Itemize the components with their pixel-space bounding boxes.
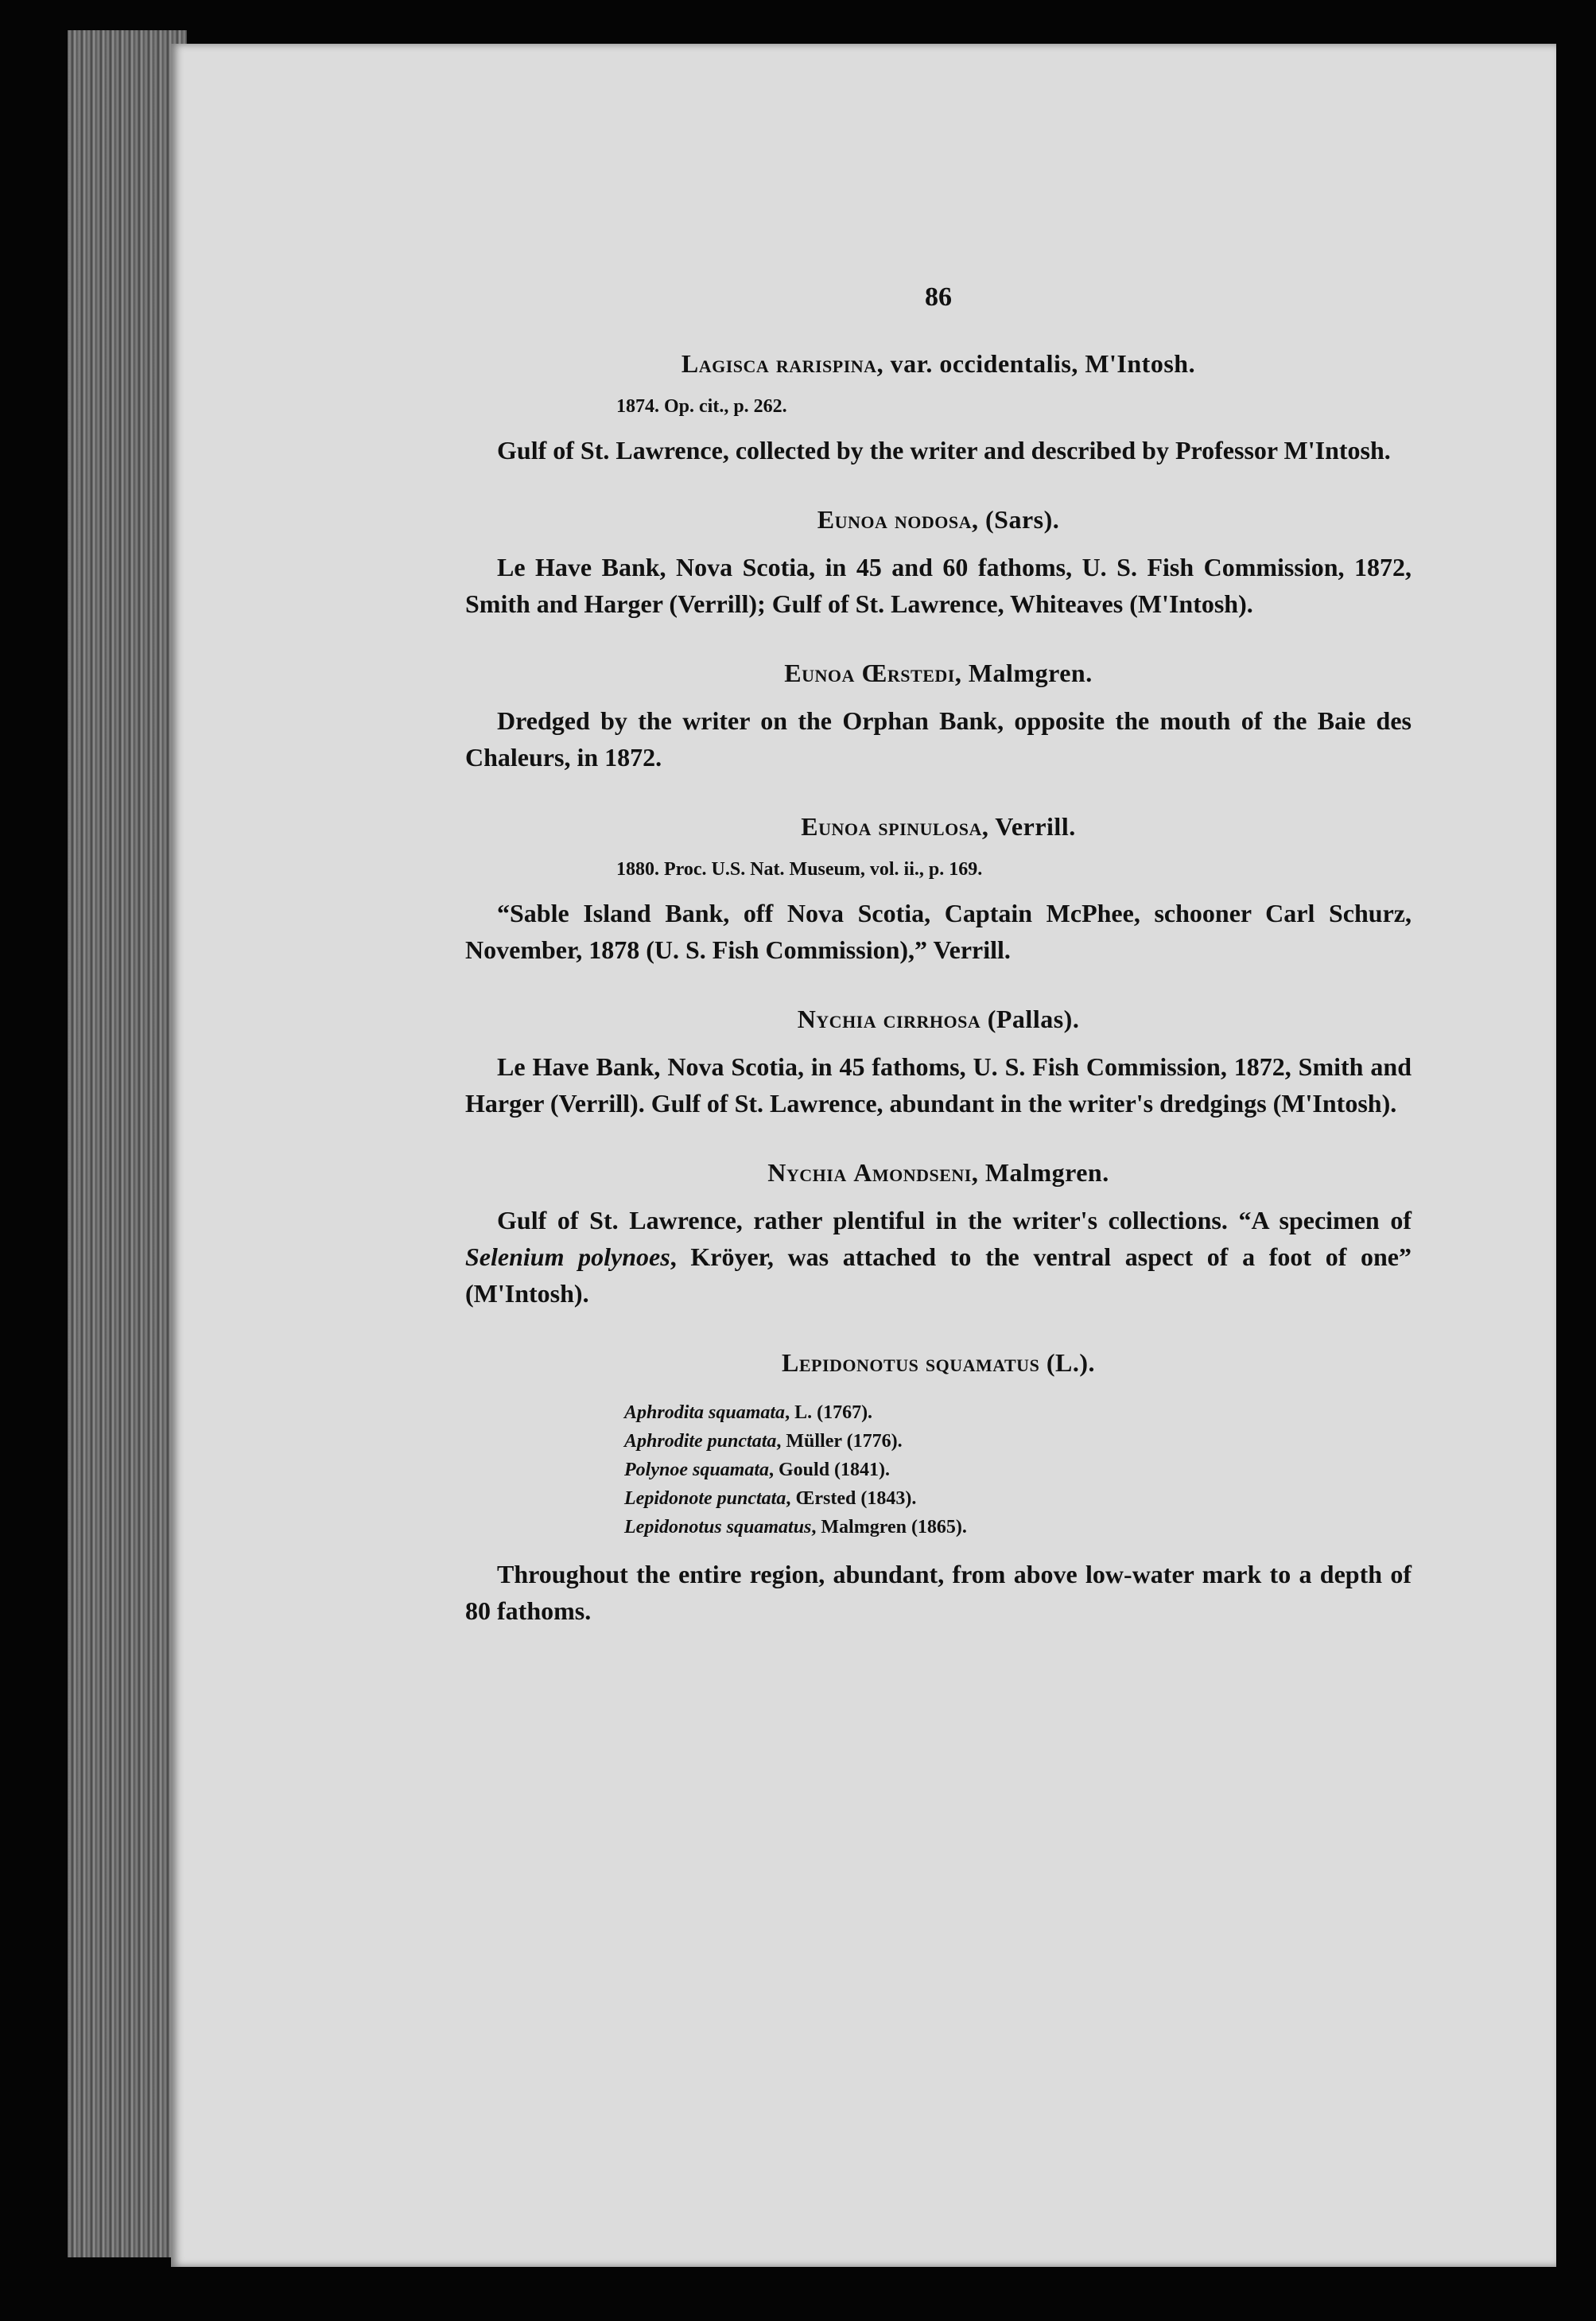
species-authority: (L.).	[1039, 1348, 1095, 1377]
species-name: nodosa	[894, 505, 972, 534]
synonym-author: , Œrsted (1843).	[786, 1488, 917, 1509]
species-authority: , var. occidentalis, M'Intosh.	[876, 349, 1196, 378]
species-name: squamatus	[925, 1348, 1040, 1377]
species-reference: Selenium polynoes	[465, 1242, 670, 1271]
synonym-list	[624, 1398, 1412, 1542]
species-heading	[465, 812, 1412, 842]
synonym-item	[624, 1456, 1412, 1484]
genus-name: Eunoa	[817, 505, 888, 534]
species-heading	[465, 349, 1412, 379]
species-heading	[465, 1158, 1412, 1188]
species-name: cirrhosa	[883, 1005, 981, 1033]
entry-text	[465, 1202, 1412, 1312]
genus-name: Lepidonotus	[782, 1348, 919, 1377]
synonym-name: Aphrodita squamata	[624, 1402, 786, 1423]
synonym-item	[624, 1398, 1412, 1427]
citation: 1874. Op. cit., p. 262.	[616, 396, 787, 417]
page-edges	[68, 30, 187, 2257]
species-authority: (Pallas).	[981, 1005, 1080, 1033]
synonym-name: Lepidonote punctata	[624, 1488, 786, 1509]
synonym-item	[624, 1427, 1412, 1456]
synonym-author: , Müller (1776).	[776, 1431, 903, 1452]
entry-text: Throughout the entire region, abundant, from above low-water mark to a depth of 80 fathoms.	[465, 1560, 1412, 1625]
page-content	[465, 282, 1412, 1629]
entry-text: Le Have Bank, Nova Scotia, in 45 fathoms, U. S. Fish Commission, 1872, Smith and Harger (Verrill). Gulf of St. Lawrence, abundant in the writer's dredgings (M'Intosh).	[465, 1052, 1412, 1118]
species-name: Amondseni	[853, 1158, 972, 1187]
genus-name: Nychia	[767, 1158, 847, 1187]
species-heading	[465, 1348, 1412, 1378]
entry	[465, 349, 1412, 468]
entry	[465, 1348, 1412, 1629]
entry-text: Dredged by the writer on the Orphan Bank, opposite the mouth of the Baie des Chaleurs, in 1872.	[465, 706, 1412, 772]
synonym-name: Lepidonotus squamatus	[624, 1517, 812, 1538]
species-authority: , Malmgren.	[971, 1158, 1109, 1187]
species-name: Œrstedi	[861, 659, 955, 687]
genus-name: Lagisca	[681, 349, 770, 378]
synonym-item	[624, 1513, 1412, 1542]
synonym-name: Polynoe squamata	[624, 1460, 770, 1480]
entry	[465, 505, 1412, 622]
species-name: spinulosa	[878, 812, 982, 841]
species-name: rarispina	[775, 349, 877, 378]
synonym-item	[624, 1484, 1412, 1513]
synonym-author: , L. (1767).	[785, 1402, 873, 1423]
species-authority: , Verrill.	[981, 812, 1076, 841]
entry	[465, 1005, 1412, 1122]
synonym-name: Aphrodite punctata	[624, 1431, 777, 1452]
entry-text-part: Gulf of St. Lawrence, rather plentiful in the writer's collections. “A specimen of	[497, 1206, 1412, 1234]
species-authority: , (Sars).	[971, 505, 1060, 534]
entry-text: Gulf of St. Lawrence, collected by the writer and described by Professor M'Intosh.	[497, 436, 1391, 465]
page-number: 86	[925, 282, 952, 312]
entry-text-part: , Kröyer, was attached to the ventral aspect of a foot of one” (M'Intosh).	[465, 1242, 1412, 1308]
species-heading	[465, 659, 1412, 688]
genus-name: Eunoa	[801, 812, 872, 841]
entry	[465, 1158, 1412, 1312]
species-heading	[465, 505, 1412, 535]
synonym-author: , Gould (1841).	[769, 1460, 891, 1480]
species-heading	[465, 1005, 1412, 1034]
citation: 1880. Proc. U.S. Nat. Museum, vol. ii., p. 169.	[616, 859, 983, 880]
genus-name: Eunoa	[784, 659, 855, 687]
entry	[465, 812, 1412, 968]
entry-text: Le Have Bank, Nova Scotia, in 45 and 60 fathoms, U. S. Fish Commission, 1872, Smith and Harger (Verrill); Gulf of St. Lawrence, Whiteaves (M'Intosh).	[465, 553, 1412, 618]
genus-name: Nychia	[797, 1005, 877, 1033]
species-authority: , Malmgren.	[954, 659, 1093, 687]
synonym-author: , Malmgren (1865).	[811, 1517, 967, 1538]
entry	[465, 659, 1412, 776]
entry-text: “Sable Island Bank, off Nova Scotia, Captain McPhee, schooner Carl Schurz, November, 1878 (U. S. Fish Commission),” Verrill.	[465, 899, 1412, 964]
